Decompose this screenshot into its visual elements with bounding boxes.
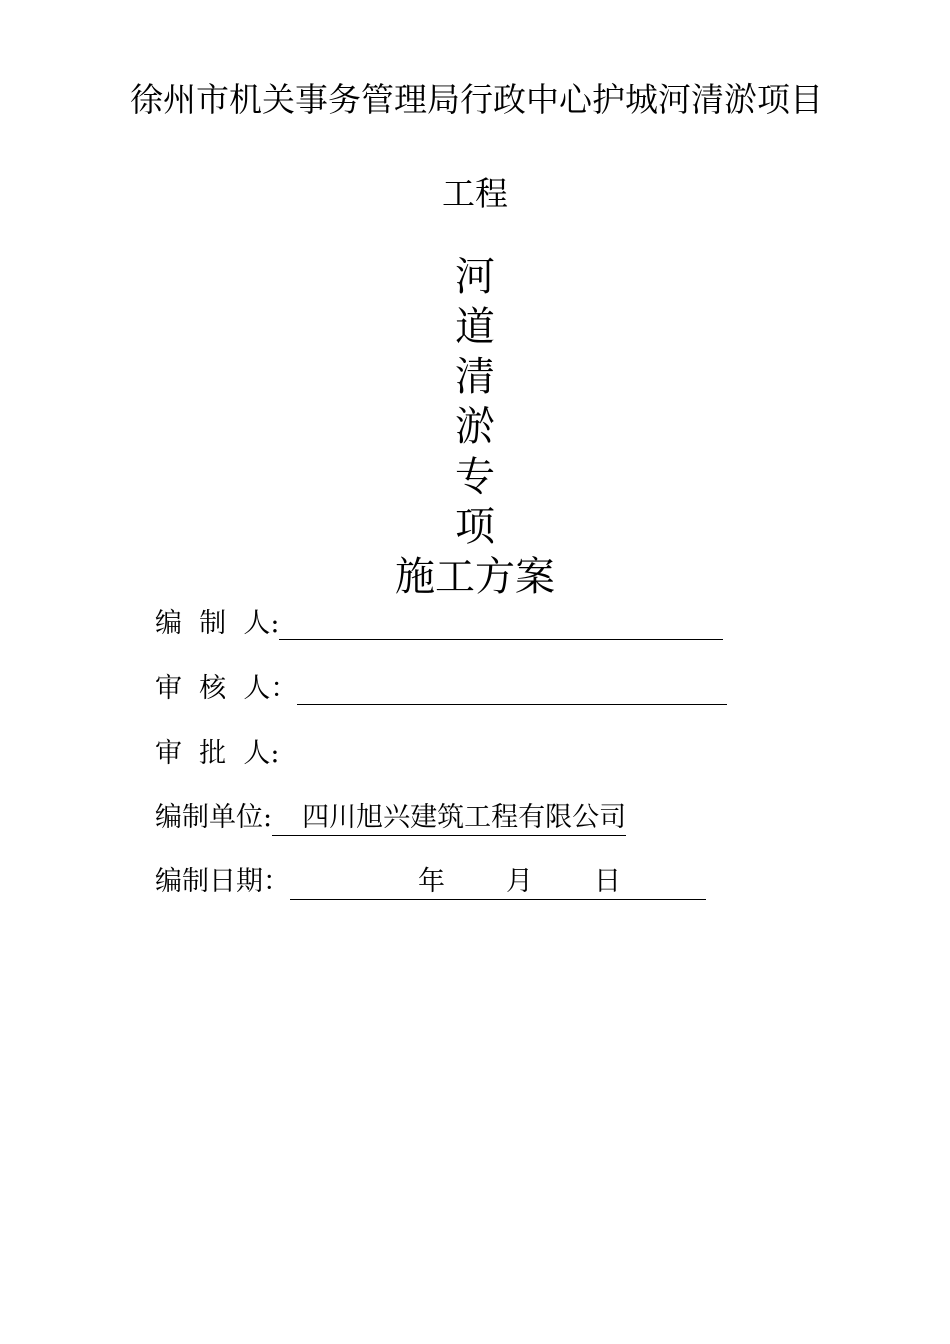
approver-label: 审 批 人:	[155, 738, 280, 769]
vertical-title-char: 项	[455, 504, 495, 550]
reviewer-row	[155, 671, 727, 707]
date-year: 年	[418, 866, 445, 897]
vertical-title	[0, 252, 950, 552]
compiler-signature-line[interactable]	[279, 609, 723, 640]
vertical-title-char: 淤	[455, 404, 495, 450]
unit-label: 编制单位:	[155, 802, 273, 833]
vertical-title-char: 河	[455, 254, 495, 300]
date-day: 日	[594, 866, 621, 897]
date-month: 月	[506, 866, 533, 897]
project-title-line-1: 徐州市机关事务管理局行政中心护城河清淤项目	[130, 80, 823, 119]
date-line[interactable]	[290, 865, 706, 900]
approver-row	[155, 736, 279, 772]
vertical-title-char: 专	[455, 454, 495, 500]
compiler-row	[155, 606, 723, 642]
vertical-title-char: 道	[455, 304, 495, 350]
unit-value: 四川旭兴建筑工程有限公司	[272, 801, 626, 836]
reviewer-signature-line[interactable]	[297, 674, 727, 705]
date-label: 编制日期：	[155, 866, 290, 897]
vertical-title-char: 清	[455, 354, 495, 400]
plan-title: 施工方案	[395, 554, 555, 600]
compiler-label: 编 制 人:	[155, 608, 280, 639]
unit-row	[155, 800, 626, 836]
date-row	[155, 864, 706, 900]
project-title-line-2: 工程	[442, 174, 508, 213]
reviewer-label: 审 核 人：	[155, 673, 298, 704]
